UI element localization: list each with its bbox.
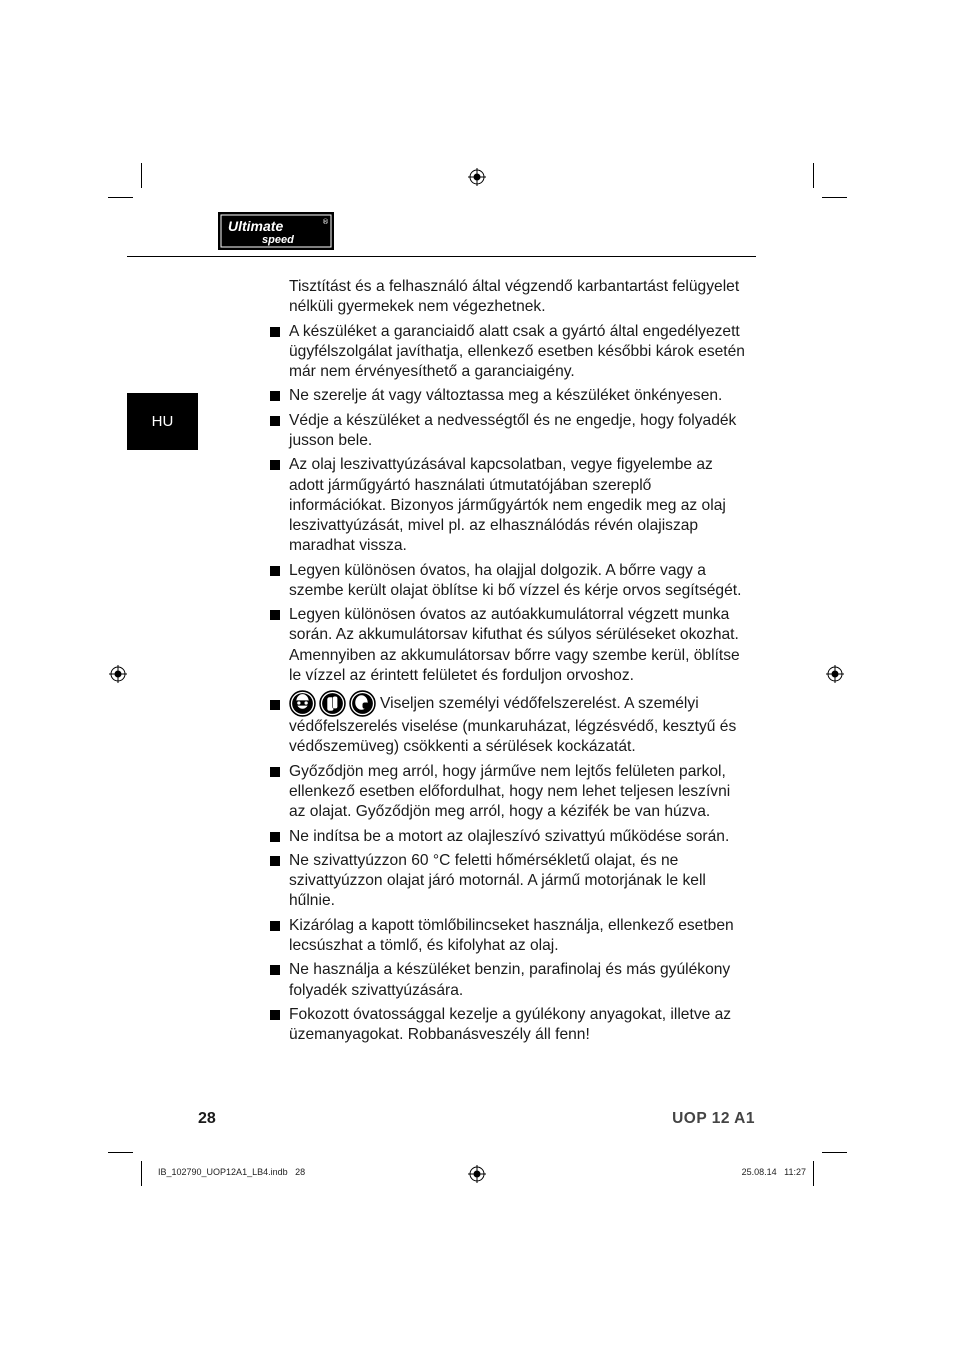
list-item: Viseljen személyi védőfelszerelést. A személyi védőfelszerelés viselése (munkaruházat, légzésvédő, kesztyű és védőszemüveg) csökkenti a sérülések kockázatát. bbox=[289, 690, 749, 757]
page-number: 28 bbox=[198, 1110, 216, 1127]
list-item: Ne szivattyúzzon 60 °C feletti hőmérsékletű olajat, és ne szivattyúzzon olajat járó motornál. A jármű motorjának le kell hűlnie. bbox=[289, 851, 749, 912]
list-item: Fokozott óvatossággal kezelje a gyúlékony anyagokat, illetve az üzemanyagokat. Robbanásveszély áll fenn! bbox=[289, 1005, 749, 1045]
crop-mark bbox=[813, 1161, 814, 1186]
list-item: Kizárólag a kapott tömlőbilincseket használja, ellenkező esetben lecsúszhat a tömlő, és kifolyhat az olaj. bbox=[289, 916, 749, 956]
list-item: Védje a készüléket a nedvességtől és ne engedje, hogy folyadék jusson bele. bbox=[289, 411, 749, 451]
crop-mark bbox=[141, 163, 142, 188]
safety-instructions bbox=[289, 277, 749, 1050]
header-rule bbox=[127, 256, 756, 257]
crop-mark bbox=[822, 197, 847, 198]
crop-mark bbox=[813, 163, 814, 188]
ppe-icons bbox=[289, 690, 376, 717]
registration-mark-icon bbox=[468, 1165, 486, 1183]
print-date-info: 25.08.14 11:27 bbox=[741, 1167, 806, 1177]
registration-mark-icon bbox=[826, 665, 844, 683]
list-item: Az olaj leszivattyúzásával kapcsolatban, vegye figyelembe az adott járműgyártó használati útmutatójában szereplő információkat. Bizonyos járműgyártók nem engedik meg az olaj leszivattyúzását, mivel pl. az elhasználódás révén olajiszap maradhat vissza. bbox=[289, 455, 749, 556]
brand-logo bbox=[218, 212, 334, 250]
list-item: Győződjön meg arról, hogy járműve nem lejtős felületen parkol, ellenkező esetben előfordulhat, hogy nem lehet teljesen leszívni az olajat. Győződjön meg arról, hogy a kézifék be van húzva. bbox=[289, 762, 749, 823]
respirator-mask-icon bbox=[349, 690, 376, 717]
crop-mark bbox=[108, 1152, 133, 1153]
protective-gloves-icon bbox=[319, 690, 346, 717]
registration-mark-icon bbox=[109, 665, 127, 683]
logo-line1: Ultimate bbox=[228, 218, 284, 234]
svg-text:®: ® bbox=[322, 218, 329, 226]
registration-mark-icon bbox=[468, 168, 486, 186]
language-tab: HU bbox=[127, 393, 198, 450]
model-number: UOP 12 A1 bbox=[672, 1110, 755, 1127]
logo-line2: speed bbox=[262, 234, 294, 246]
crop-mark bbox=[141, 1161, 142, 1186]
list-item: Ne szerelje át vagy változtassa meg a készüléket önkényesen. bbox=[289, 386, 749, 406]
list-item: Legyen különösen óvatos, ha olajjal dolgozik. A bőrre vagy a szembe került olajat öblítse ki bő vízzel és kérje orvos segítségét. bbox=[289, 561, 749, 601]
crop-mark bbox=[108, 197, 133, 198]
safety-goggles-icon bbox=[289, 690, 316, 717]
print-file-info: IB_102790_UOP12A1_LB4.indb 28 bbox=[158, 1167, 306, 1177]
list-item: Ne használja a készüléket benzin, parafinolaj és más gyúlékony folyadék szivattyúzására. bbox=[289, 960, 749, 1000]
list-item: A készüléket a garanciaidő alatt csak a gyártó által engedélyezett ügyfélszolgálat javíthatja, ellenkező esetben későbbi károk esetén már nem érvényesíthető a garanciaigény. bbox=[289, 322, 749, 383]
crop-mark bbox=[822, 1152, 847, 1153]
list-item: Legyen különösen óvatos az autóakkumulátorral végzett munka során. Az akkumulátorsav kifuthat és súlyos sérüléseket okozhat. Amennyiben az akkumulátorsav bőrre vagy szembe kerül, öblítse le vízzel az érintett felületet és forduljon orvoshoz. bbox=[289, 605, 749, 686]
list-item: Ne indítsa be a motort az olajleszívó szivattyú működése során. bbox=[289, 827, 749, 847]
intro-paragraph: Tisztítást és a felhasználó által végzendő karbantartást felügyelet nélküli gyermekek nem végezhetnek. bbox=[289, 278, 740, 316]
